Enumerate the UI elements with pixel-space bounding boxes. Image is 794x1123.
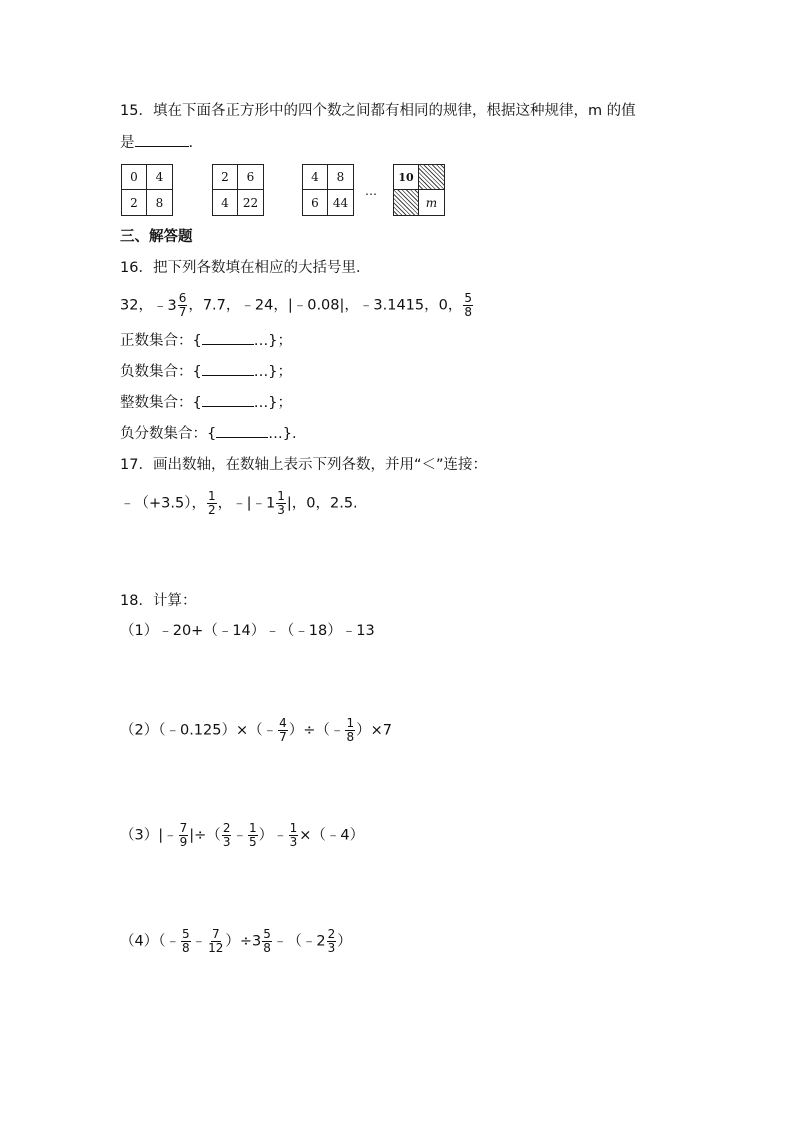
frac-den: 3 bbox=[289, 835, 298, 849]
frac-den: 8 bbox=[346, 730, 355, 744]
square-2-bottom-right: 22 bbox=[242, 195, 259, 210]
q18-expression-3 bbox=[120, 822, 364, 849]
expr-fraction bbox=[222, 822, 232, 849]
q15-text-line1: 15．填在下面各正方形中的四个数之间都有相同的规律，根据这种规律，m 的值 bbox=[120, 103, 636, 119]
square-2-bottom-left: 4 bbox=[213, 190, 238, 215]
expr-fraction bbox=[327, 928, 337, 955]
q16-negative-fraction-set bbox=[120, 424, 297, 444]
expr-text: ） bbox=[337, 933, 352, 950]
q17-part-1: ﹣（+3.5）， bbox=[120, 495, 206, 512]
expr-text: ×（﹣4） bbox=[299, 827, 365, 844]
frac-num: 5 bbox=[181, 927, 190, 941]
expr-fraction bbox=[289, 822, 299, 849]
frac-num: 1 bbox=[289, 821, 298, 835]
expr-text: ﹣（﹣2 bbox=[272, 933, 326, 950]
q16-frac-num: 5 bbox=[464, 291, 472, 305]
square-3-bottom-right: 44 bbox=[332, 195, 349, 210]
square-3-bottom-left: 6 bbox=[303, 190, 328, 215]
expr-text: |÷（ bbox=[189, 827, 221, 844]
frac-den: 8 bbox=[181, 941, 190, 955]
q16-positive-set bbox=[120, 331, 292, 351]
expr-fraction bbox=[179, 822, 189, 849]
q17-frac-den: 2 bbox=[207, 503, 216, 517]
expr-fraction bbox=[262, 928, 272, 955]
q17-frac-den: 3 bbox=[277, 503, 285, 517]
q15-prefix: 是 bbox=[120, 135, 135, 151]
set-suffix: …}； bbox=[253, 364, 292, 380]
q18-expression-1: （1）﹣20+（﹣14）﹣（﹣18）﹣13 bbox=[120, 623, 375, 639]
expr-text: ﹣ bbox=[191, 933, 207, 950]
q17-fraction-1-3 bbox=[276, 490, 286, 517]
expr-text: ）÷3 bbox=[225, 933, 262, 950]
q16-fraction-5-8 bbox=[463, 292, 473, 319]
expr-fraction bbox=[181, 928, 191, 955]
frac-num: 7 bbox=[211, 927, 220, 941]
set-label: 整数集合：{ bbox=[120, 395, 202, 411]
expr-fraction bbox=[207, 928, 224, 955]
frac-den: 3 bbox=[327, 941, 336, 955]
expr-fraction bbox=[248, 822, 258, 849]
set-suffix: …}； bbox=[253, 333, 292, 349]
q16-frac-den: 7 bbox=[178, 305, 187, 319]
expr-fraction bbox=[278, 717, 288, 744]
q16-number-list: ，7.7，﹣24，|﹣0.08|，﹣3.1415，0， bbox=[188, 297, 463, 314]
number-square-1 bbox=[121, 164, 173, 216]
expr-text: （4）（﹣ bbox=[120, 933, 180, 950]
number-square-3 bbox=[302, 164, 354, 216]
q17-frac-num: 1 bbox=[207, 489, 216, 503]
set-label: 负分数集合：{ bbox=[120, 426, 217, 442]
square-3-top-left: 4 bbox=[303, 165, 328, 190]
set-label: 负数集合：{ bbox=[120, 364, 202, 380]
number-square-4 bbox=[393, 164, 445, 216]
q15-answer-blank bbox=[135, 146, 189, 147]
square-1-bottom-left: 2 bbox=[122, 190, 147, 215]
expr-text: （3）|﹣ bbox=[120, 827, 178, 844]
frac-num: 4 bbox=[279, 716, 287, 730]
frac-den: 8 bbox=[263, 941, 271, 955]
q15-suffix: . bbox=[188, 135, 194, 151]
frac-num: 5 bbox=[263, 927, 271, 941]
set-label: 正数集合：{ bbox=[120, 333, 202, 349]
q16-negative-set bbox=[120, 362, 292, 382]
section-heading: 三、解答题 bbox=[120, 229, 193, 245]
square-4-hatched-bottom-left bbox=[394, 190, 419, 215]
q16-frac-num: 6 bbox=[178, 291, 187, 305]
frac-den: 9 bbox=[179, 835, 188, 849]
expr-text: ）﹣ bbox=[258, 827, 288, 844]
square-4-top-left: 10 bbox=[394, 165, 419, 190]
set-answer-blank bbox=[202, 406, 254, 407]
set-answer-blank bbox=[202, 375, 254, 376]
q18-prompt: 18．计算： bbox=[120, 593, 197, 609]
q17-numbers bbox=[120, 490, 358, 517]
q16-number-1: 32， bbox=[120, 297, 153, 314]
q16-numbers bbox=[120, 292, 474, 319]
square-3-top-right: 8 bbox=[328, 165, 353, 190]
set-answer-blank bbox=[216, 437, 268, 438]
q17-fraction-1-2 bbox=[207, 490, 217, 517]
frac-den: 5 bbox=[248, 835, 257, 849]
q16-frac-den: 8 bbox=[464, 305, 472, 319]
q17-part-3: |，0，2.5. bbox=[286, 495, 358, 512]
square-4-bottom-right: m bbox=[425, 195, 438, 210]
frac-num: 2 bbox=[222, 821, 231, 835]
frac-den: 3 bbox=[222, 835, 231, 849]
number-square-2 bbox=[212, 164, 264, 216]
set-answer-blank bbox=[202, 344, 254, 345]
q16-mixed-number bbox=[153, 292, 188, 319]
q16-fraction-6-7 bbox=[178, 292, 188, 319]
expr-text: （2）（﹣0.125）×（﹣ bbox=[120, 722, 278, 739]
frac-den: 12 bbox=[208, 941, 224, 955]
sequence-ellipsis: … bbox=[365, 184, 377, 198]
q17-frac-num: 1 bbox=[277, 489, 285, 503]
q17-part-2: ，﹣|﹣1 bbox=[217, 495, 276, 512]
expr-text: ﹣ bbox=[232, 827, 247, 844]
q16-prompt: 16．把下列各数填在相应的大括号里． bbox=[120, 260, 371, 276]
q16-integer-set bbox=[120, 393, 292, 413]
q18-expression-4 bbox=[120, 928, 352, 955]
expr-text: ）÷（﹣ bbox=[288, 722, 345, 739]
set-suffix: …}. bbox=[268, 426, 297, 442]
square-1-top-left: 0 bbox=[122, 165, 147, 190]
expr-text: ）×7 bbox=[356, 722, 392, 739]
square-4-hatched-top-right bbox=[419, 165, 444, 190]
square-1-top-right: 4 bbox=[147, 165, 172, 190]
expr-fraction bbox=[345, 717, 355, 744]
square-2-top-right: 6 bbox=[238, 165, 263, 190]
set-suffix: …}； bbox=[253, 395, 292, 411]
q17-prompt: 17．画出数轴，在数轴上表示下列各数，并用“＜”连接： bbox=[120, 457, 487, 473]
q16-mixed-whole: ﹣3 bbox=[152, 297, 177, 314]
frac-num: 2 bbox=[327, 927, 336, 941]
frac-den: 7 bbox=[279, 730, 287, 744]
q18-expression-2 bbox=[120, 717, 392, 744]
square-2-top-left: 2 bbox=[213, 165, 238, 190]
frac-num: 1 bbox=[346, 716, 355, 730]
frac-num: 1 bbox=[248, 821, 257, 835]
q15-text-line2 bbox=[120, 133, 193, 153]
square-1-bottom-right: 8 bbox=[155, 195, 164, 210]
frac-num: 7 bbox=[179, 821, 188, 835]
